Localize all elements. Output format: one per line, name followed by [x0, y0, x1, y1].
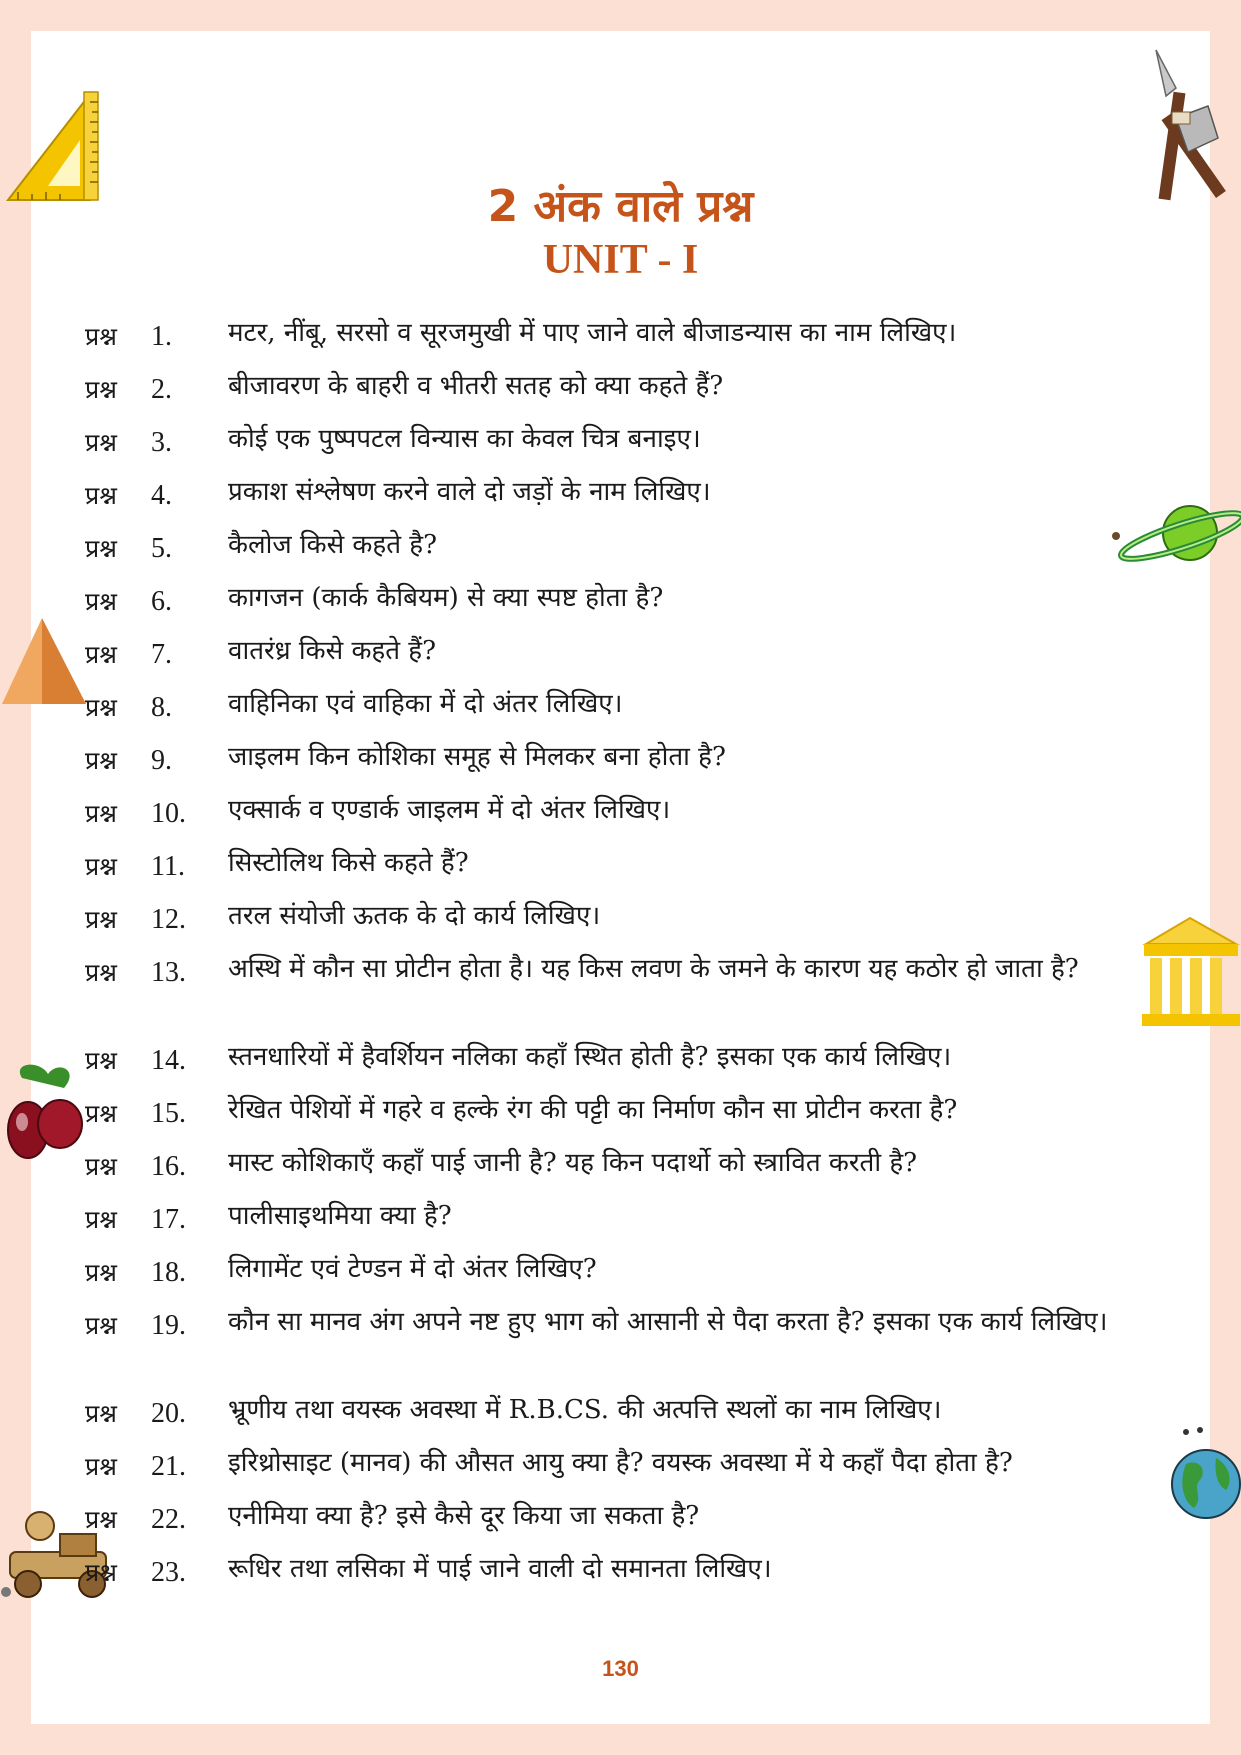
- question-item: [85, 1496, 1145, 1549]
- question-text: प्रकाश संश्लेषण करने वाले दो जड़ों के नाम लिखिए।: [228, 477, 711, 507]
- question-label: प्रश्न: [85, 1399, 117, 1428]
- question-item: [85, 1443, 1145, 1496]
- question-text: भ्रूणीय तथा वयस्क अवस्था में R.B.CS. की अत्पत्ति स्थलों का नाम लिखिए।: [228, 1395, 942, 1425]
- question-number: 23.: [151, 1557, 186, 1588]
- question-number: 18.: [151, 1257, 186, 1288]
- question-number: 15.: [151, 1098, 186, 1129]
- question-text: स्तनधारियों में हैवर्शियन नलिका कहाँ स्थित होती है? इसका एक कार्य लिखिए।: [228, 1042, 952, 1072]
- question-item: [85, 684, 1145, 737]
- question-label: प्रश्न: [85, 905, 117, 934]
- question-label: प्रश्न: [85, 640, 117, 669]
- greek-temple-icon: [1140, 914, 1241, 1028]
- question-label: प्रश्न: [85, 587, 117, 616]
- pyramid-icon: [0, 614, 88, 706]
- question-number: 22.: [151, 1504, 186, 1535]
- question-item: [85, 631, 1145, 684]
- question-text: कौन सा मानव अंग अपने नष्ट हुए भाग को आसानी से पैदा करता है? इसका एक कार्य लिखिए।: [228, 1307, 1108, 1337]
- question-number: 16.: [151, 1151, 186, 1182]
- question-label: प्रश्न: [85, 1311, 117, 1340]
- globe-earth-icon: [1164, 1424, 1241, 1524]
- question-number: 20.: [151, 1398, 186, 1429]
- question-item: [85, 737, 1145, 790]
- question-text: एक्सार्क व एण्डार्क जाइलम में दो अंतर लिखिए।: [228, 795, 671, 825]
- question-text: तरल संयोजी ऊतक के दो कार्य लिखिए।: [228, 901, 601, 931]
- question-list: [85, 313, 1145, 1602]
- question-text: वातरंध्र किसे कहते हैं?: [228, 636, 437, 666]
- question-item: [85, 1390, 1145, 1443]
- question-number: 11.: [151, 851, 185, 882]
- question-text: कागजन (कार्क कैबियम) से क्या स्पष्ट होता है?: [228, 583, 664, 613]
- question-label: प्रश्न: [85, 958, 117, 987]
- question-label: प्रश्न: [85, 1099, 117, 1128]
- question-item: [85, 790, 1145, 843]
- question-item: [85, 313, 1145, 366]
- question-text: मास्ट कोशिकाएँ कहाँ पाई जानी है? यह किन पदार्थो को स्त्रावित करती है?: [228, 1148, 918, 1178]
- question-label: प्रश्न: [85, 375, 117, 404]
- question-label: प्रश्न: [85, 1152, 117, 1181]
- question-text: वाहिनिका एवं वाहिका में दो अंतर लिखिए।: [228, 689, 623, 719]
- question-number: 19.: [151, 1310, 186, 1341]
- question-text: रूधिर तथा लसिका में पाई जाने वाली दो समानता लिखिए।: [228, 1554, 772, 1584]
- question-item: [85, 1143, 1145, 1196]
- question-label: प्रश्न: [85, 799, 117, 828]
- question-label: प्रश्न: [85, 1258, 117, 1287]
- bean-seed-icon: [2, 1058, 88, 1166]
- question-item: [85, 896, 1145, 949]
- question-number: 8.: [151, 692, 172, 723]
- question-text: सिस्टोलिथ किसे कहते हैं?: [228, 848, 469, 878]
- question-number: 14.: [151, 1045, 186, 1076]
- question-label: प्रश्न: [85, 1046, 117, 1075]
- question-item: [85, 1249, 1145, 1302]
- question-text: कैलोज किसे कहते है?: [228, 530, 438, 560]
- question-item: [85, 1549, 1145, 1602]
- question-text: एनीमिया क्या है? इसे कैसे दूर किया जा सकता है?: [228, 1501, 700, 1531]
- question-label: प्रश्न: [85, 1452, 117, 1481]
- question-item: [85, 525, 1145, 578]
- question-number: 6.: [151, 586, 172, 617]
- question-item: [85, 949, 1145, 1037]
- question-item: [85, 843, 1145, 896]
- question-number: 7.: [151, 639, 172, 670]
- question-label: प्रश्न: [85, 1205, 117, 1234]
- question-text: पालीसाइथमिया क्या है?: [228, 1201, 452, 1231]
- question-text: मटर, नींबू, सरसो व सूरजमुखी में पाए जाने वाले बीजाडन्यास का नाम लिखिए।: [228, 318, 957, 348]
- question-label: प्रश्न: [85, 1505, 117, 1534]
- question-text: रेखित पेशियों में गहरे व हल्के रंग की पट्टी का निर्माण कौन सा प्रोटीन करता है?: [228, 1095, 958, 1125]
- question-number: 21.: [151, 1451, 186, 1482]
- question-item: [85, 472, 1145, 525]
- question-number: 2.: [151, 374, 172, 405]
- question-item: [85, 366, 1145, 419]
- question-item: [85, 1037, 1145, 1090]
- question-label: प्रश्न: [85, 428, 117, 457]
- question-label: प्रश्न: [85, 322, 117, 351]
- question-number: 4.: [151, 480, 172, 511]
- question-item: [85, 1196, 1145, 1249]
- question-text: अस्थि में कौन सा प्रोटीन होता है। यह किस लवण के जमने के कारण यह कठोर हो जाता है?: [228, 954, 1079, 984]
- question-number: 10.: [151, 798, 186, 829]
- question-label: प्रश्न: [85, 693, 117, 722]
- question-item: [85, 578, 1145, 631]
- question-text: कोई एक पुष्पपटल विन्यास का केवल चित्र बनाइए।: [228, 424, 701, 454]
- question-text: इरिथ्रोसाइट (मानव) की औसत आयु क्या है? वयस्क अवस्था में ये कहाँ पैदा होता है?: [228, 1448, 1013, 1478]
- question-number: 1.: [151, 321, 172, 352]
- question-number: 9.: [151, 745, 172, 776]
- question-number: 13.: [151, 957, 186, 988]
- question-label: प्रश्न: [85, 852, 117, 881]
- question-text: बीजावरण के बाहरी व भीतरी सतह को क्या कहते हैं?: [228, 371, 724, 401]
- question-number: 3.: [151, 427, 172, 458]
- question-label: प्रश्न: [85, 534, 117, 563]
- question-number: 5.: [151, 533, 172, 564]
- question-item: [85, 419, 1145, 472]
- page-title: 2 अंक वाले प्रश्न: [487, 181, 754, 233]
- question-number: 17.: [151, 1204, 186, 1235]
- question-label: प्रश्न: [85, 746, 117, 775]
- question-label: प्रश्न: [85, 481, 117, 510]
- question-item: [85, 1302, 1145, 1390]
- question-text: लिगामेंट एवं टेण्डन में दो अंतर लिखिए?: [228, 1254, 597, 1284]
- question-item: [85, 1090, 1145, 1143]
- unit-heading: UNIT - I: [542, 237, 699, 283]
- question-text: जाइलम किन कोशिका समूह से मिलकर बना होता है?: [228, 742, 726, 772]
- page-number: 130: [602, 1656, 639, 1681]
- question-number: 12.: [151, 904, 186, 935]
- question-label: प्रश्न: [85, 1558, 117, 1587]
